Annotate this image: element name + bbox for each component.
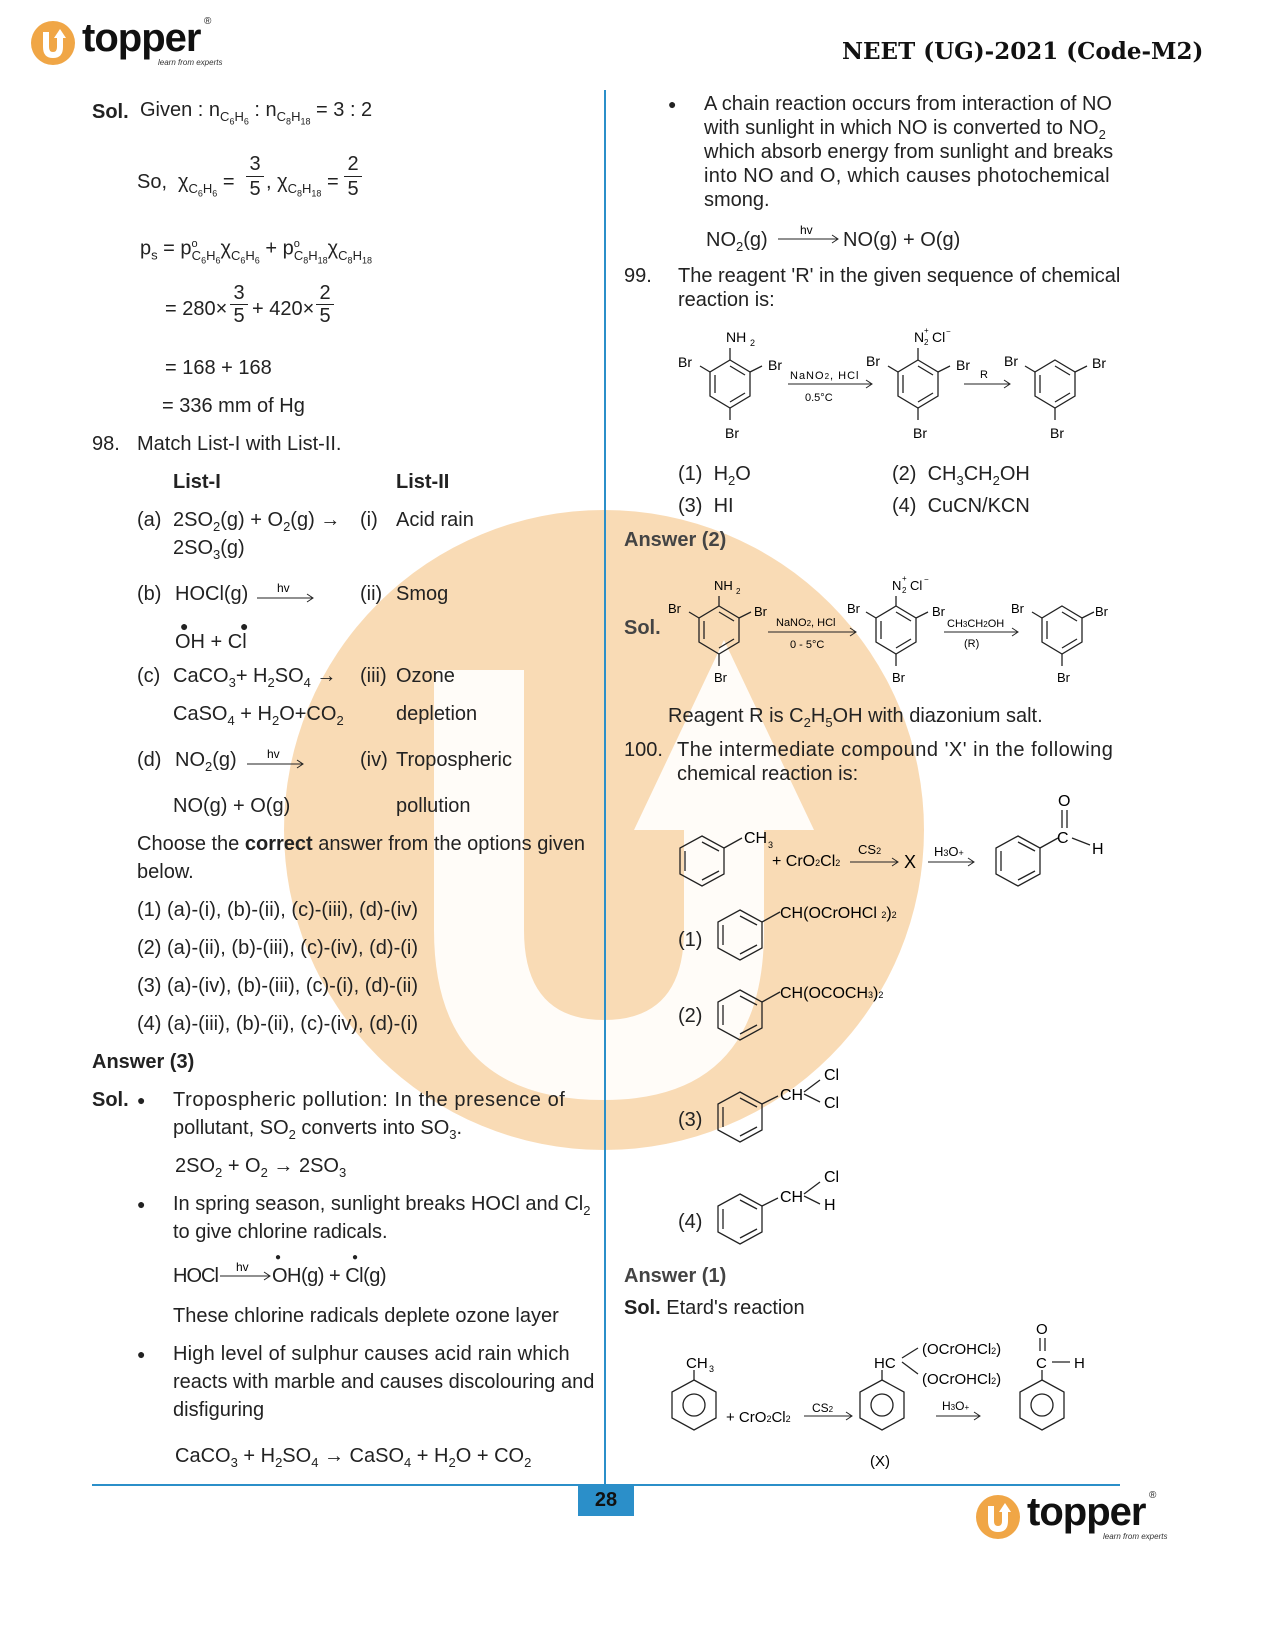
- item-iii-text2: depletion: [396, 703, 478, 725]
- svg-text:Br: Br: [725, 425, 739, 441]
- sol2-label: Sol.: [92, 1089, 129, 1111]
- svg-text:CH(OCrOHCl 2)2: CH(OCrOHCl 2)2: [780, 905, 897, 922]
- svg-text:NH: NH: [714, 578, 733, 593]
- q100-option-3-label: (3): [678, 1109, 703, 1131]
- chi-octane: , $\chi_{C_8H_{18}}$ =: [266, 171, 339, 199]
- q98-text: Match List-I with List-II.: [137, 433, 342, 455]
- radical-dot-2: ●: [240, 618, 249, 634]
- list2-header: List-II: [396, 471, 450, 493]
- page-number-text: 28: [594, 1489, 618, 1511]
- svg-text:Br: Br: [768, 357, 782, 373]
- item-b-reaction: HOCl(g): [175, 583, 249, 605]
- q99-option-1: (1) $H_2O$: [678, 463, 751, 488]
- svg-text:Cl: Cl: [910, 578, 923, 593]
- svg-text:3: 3: [709, 1364, 715, 1374]
- item-a-label: (a): [137, 509, 162, 531]
- q98-option-2: (2) (a)-(ii), (b)-(iii), (c)-(iv), (d)-(i): [137, 937, 419, 959]
- footer-brand: topper: [1027, 1490, 1146, 1534]
- svg-text:2: 2: [902, 586, 907, 595]
- q100-option-1-label: (1): [678, 929, 703, 951]
- svg-text:Br: Br: [956, 357, 970, 373]
- p1-line1: Tropospheric pollution: In the presence of: [173, 1089, 566, 1111]
- q100-reaction-scheme: [670, 790, 1120, 900]
- q100-option-4-structure: [712, 1164, 862, 1250]
- svg-text:2: 2: [736, 587, 741, 596]
- p4-line2: with sunlight in which NO is converted to $NO_2$: [704, 117, 1106, 142]
- bullet-2: ●: [137, 1196, 146, 1212]
- q100-option-2-structure: [712, 976, 912, 1046]
- svg-text:O: O: [1036, 1321, 1048, 1338]
- eq1-mid: + 420×: [252, 298, 315, 320]
- p2-line2: to give chlorine radicals.: [173, 1221, 388, 1243]
- svg-text:Br: Br: [1011, 601, 1024, 616]
- svg-text:Br: Br: [1092, 355, 1106, 371]
- svg-text:+ CrO2Cl2: + CrO2Cl2: [772, 853, 841, 870]
- registered-mark: ®: [204, 16, 212, 27]
- sol99-reaction-scheme: [664, 570, 1124, 690]
- page-number: [578, 1484, 634, 1516]
- choose-line2: below.: [137, 861, 194, 883]
- bullet-4: ●: [668, 96, 677, 112]
- hv-arrow-no2: [776, 222, 842, 248]
- svg-text:CH: CH: [780, 1189, 804, 1206]
- footer-logo: [975, 1490, 1175, 1545]
- svg-text:−: −: [946, 327, 951, 336]
- svg-text:HC: HC: [874, 1355, 896, 1372]
- svg-text:Cl: Cl: [932, 329, 946, 345]
- list1-header: List-I: [173, 471, 221, 493]
- q98-option-1: (1) (a)-(i), (b)-(ii), (c)-(iii), (d)-(iv): [137, 899, 419, 921]
- svg-text:2: 2: [750, 338, 756, 348]
- p4-line5: smong.: [704, 189, 770, 211]
- svg-text:CH3CH2OH: CH3CH2OH: [947, 618, 1005, 630]
- q98-number: 98.: [92, 433, 120, 455]
- item-d-reaction: $NO_2(g)$: [175, 749, 237, 774]
- ring-aniline: [700, 348, 762, 420]
- q99-number: 99.: [624, 265, 652, 287]
- p2-line1: In spring season, sunlight breaks HOCl and $Cl_2$: [173, 1193, 591, 1218]
- q99-line1: The reagent 'R' in the given sequence of chemical: [678, 265, 1121, 287]
- hocl-equation: HOCl: [173, 1265, 218, 1287]
- svg-text:X: X: [904, 852, 917, 872]
- ring-diazonium: [888, 348, 950, 420]
- ps-equation: $p_s = p^o_{C_6H_6}\chi_{C_6H_6} + p^o_{C_8H_{18}}\chi_{C_8H_{18}}$: [140, 237, 372, 266]
- item-c-reaction: CaCO$_3$+ $H_2SO_4$ →: [173, 665, 337, 690]
- svg-text:+: +: [902, 574, 907, 583]
- svg-text:CH: CH: [686, 1355, 708, 1372]
- given-line: Given : $n_{C_6H_6}$ : $n_{C_8H_{18}} = 3$ : 2: [140, 99, 373, 127]
- sol99-label: Sol.: [624, 617, 661, 639]
- hv-arrow-hocl: [218, 1260, 274, 1286]
- svg-text:(X): (X): [870, 1453, 890, 1470]
- bullet-1: ●: [137, 1092, 146, 1108]
- q99-option-3: (3) HI: [678, 495, 734, 517]
- svg-text:hv: hv: [277, 581, 290, 595]
- svg-text:2: 2: [924, 338, 929, 347]
- logo-tagline: learn from experts: [158, 58, 223, 67]
- svg-text:0.5°C: 0.5°C: [805, 392, 833, 404]
- svg-text:hv: hv: [267, 747, 280, 761]
- eq3: = 336 mm of Hg: [162, 395, 305, 417]
- reagent-line: Reagent R is $C_2H_5OH$ with diazonium salt.: [668, 705, 1043, 730]
- svg-text:Br: Br: [866, 353, 880, 369]
- radical-dot-1: ●: [180, 618, 189, 634]
- frac-3-5: 3 5: [246, 152, 264, 201]
- svg-text:N: N: [914, 329, 925, 345]
- svg-text:+: +: [924, 326, 929, 335]
- caco3-equation: CaCO$_3$ + $H_2SO_4$ → CaSO$_4$ + $H_2O + CO_2$: [175, 1445, 532, 1470]
- q98-answer: Answer (3): [92, 1051, 195, 1073]
- svg-text:H: H: [824, 1197, 836, 1214]
- svg-text:Br: Br: [678, 354, 692, 370]
- so2-equation: $2SO_2 + O_2 \to 2SO_3$: [175, 1155, 347, 1180]
- bullet-3: ●: [137, 1346, 146, 1362]
- q100-option-2-label: (2): [678, 1005, 703, 1027]
- chi-benzene: $\chi_{C_6H_6}$ =: [178, 171, 235, 199]
- svg-text:H3O+: H3O+: [942, 1399, 970, 1413]
- hocl-products: OH(g) + Cl(g): [272, 1265, 387, 1287]
- item-i-text: Acid rain: [396, 509, 474, 531]
- p4-line4: into NO and O, which causes photochemical: [704, 165, 1110, 187]
- svg-text:NH: NH: [726, 329, 747, 345]
- so-label: So,: [137, 171, 168, 193]
- item-ii-label: (ii): [360, 583, 383, 605]
- hv-arrow-d: [245, 746, 307, 772]
- etard-reaction-scheme: [660, 1318, 1120, 1478]
- exam-title: NEET (UG)-2021 (Code-M2): [842, 38, 1204, 65]
- logo-u-icon-footer: [975, 1494, 1021, 1540]
- frac-3-5b: 3 5: [230, 282, 248, 327]
- svg-text:H: H: [1074, 1355, 1085, 1372]
- item-iv-text2: pollution: [396, 795, 471, 817]
- svg-text:N: N: [892, 578, 902, 593]
- svg-text:(OCrOHCl2): (OCrOHCl2): [922, 1371, 1002, 1388]
- svg-text:CS2: CS2: [812, 1401, 834, 1415]
- item-iii-label: (iii): [360, 665, 387, 687]
- svg-text:CH: CH: [780, 1087, 804, 1104]
- svg-text:C: C: [1036, 1355, 1047, 1372]
- svg-text:H: H: [1092, 841, 1104, 858]
- svg-text:CH: CH: [744, 830, 768, 847]
- p3-line1: High level of sulphur causes acid rain which: [173, 1343, 570, 1365]
- svg-text:3: 3: [768, 840, 774, 850]
- q99-option-2: (2) $CH_3CH_2OH$: [892, 463, 1030, 488]
- no2-eq-lhs: $NO_2(g)$: [706, 229, 768, 254]
- svg-text:Cl: Cl: [824, 1169, 840, 1186]
- item-a-reaction: $2SO_2(g) + O_2(g)$ →: [173, 509, 341, 534]
- q98-option-4: (4) (a)-(iii), (b)-(ii), (c)-(iv), (d)-(i): [137, 1013, 419, 1035]
- svg-text:Br: Br: [1004, 353, 1018, 369]
- svg-text:Br: Br: [1057, 670, 1070, 685]
- item-i-label: (i): [360, 509, 378, 531]
- q100-answer: Answer (1): [624, 1265, 727, 1287]
- svg-text:+ CrO2Cl2: + CrO2Cl2: [726, 1409, 791, 1426]
- q100-number: 100.: [624, 739, 663, 761]
- svg-text:Br: Br: [1050, 425, 1064, 441]
- p4-line3: which absorb energy from sunlight and breaks: [704, 141, 1114, 163]
- sol100-line: Sol. Etard's reaction: [624, 1297, 805, 1319]
- radical-dot-3: ●: [275, 1252, 282, 1263]
- footer-tagline: learn from experts: [1103, 1532, 1168, 1541]
- svg-text:Br: Br: [714, 670, 727, 685]
- header-logo: [30, 18, 230, 73]
- svg-text:hv: hv: [236, 1260, 249, 1274]
- svg-text:CS2: CS2: [858, 842, 882, 857]
- item-c-label: (c): [137, 665, 161, 687]
- svg-text:NaNO2, HCl: NaNO2, HCl: [776, 617, 836, 629]
- item-c-product: CaSO$_4$ + $H_2O+CO_2$: [173, 703, 344, 728]
- item-d-label: (d): [137, 749, 162, 771]
- q99-reaction-scheme: [670, 320, 1130, 450]
- item-b-label: (b): [137, 583, 162, 605]
- svg-text:Br: Br: [754, 604, 767, 619]
- p1-line2: pollutant, $SO_2$ converts into $SO_3$.: [173, 1117, 463, 1142]
- q100-line2: chemical reaction is:: [677, 763, 859, 785]
- item-a-product: $2SO_3(g)$: [173, 537, 245, 562]
- svg-text:Cl: Cl: [824, 1095, 840, 1112]
- item-ii-text: Smog: [396, 583, 449, 605]
- item-iii-text: Ozone: [396, 665, 455, 687]
- svg-text:CH(OCOCH3)2: CH(OCOCH3)2: [780, 985, 884, 1002]
- svg-text:NaNO2, HCl: NaNO2, HCl: [790, 370, 860, 382]
- logo-brand: topper: [82, 16, 201, 60]
- p3-line2: reacts with marble and causes discolouring and: [173, 1371, 595, 1393]
- svg-text:(R): (R): [964, 638, 980, 650]
- ring-tribromobenzene: [1025, 360, 1087, 420]
- q100-line1: The intermediate compound 'X' in the following: [677, 739, 1114, 761]
- item-iv-label: (iv): [360, 749, 388, 771]
- svg-text:Br: Br: [847, 601, 860, 616]
- svg-text:Cl: Cl: [824, 1067, 840, 1084]
- svg-text:−: −: [924, 575, 929, 584]
- svg-text:H3O+: H3O+: [934, 844, 964, 859]
- frac-2-5: 2 5: [344, 152, 362, 201]
- q100-option-3-structure: [712, 1062, 862, 1148]
- p3-line3: disfiguring: [173, 1399, 265, 1421]
- q99-answer: Answer (2): [624, 529, 727, 551]
- item-iv-text: Tropospheric: [396, 749, 512, 771]
- eq2: = 168 + 168: [165, 357, 272, 379]
- svg-text:Br: Br: [913, 425, 927, 441]
- logo-u-icon: [30, 20, 76, 66]
- q100-option-1-structure: [712, 896, 922, 966]
- svg-text:C: C: [1057, 830, 1069, 847]
- registered-mark-footer: ®: [1149, 1490, 1157, 1501]
- item-b-products: OH + Cl: [175, 631, 247, 653]
- item-d-product: NO(g) + O(g): [173, 795, 291, 817]
- eq1-rhs: = 280×: [165, 298, 228, 320]
- q99-option-4: (4) CuCN/KCN: [892, 495, 1030, 517]
- p4-line1: A chain reaction occurs from interaction of NO: [704, 93, 1112, 115]
- svg-text:hv: hv: [800, 223, 813, 237]
- svg-text:R: R: [980, 369, 988, 381]
- sol-label: Sol.: [92, 101, 129, 123]
- q98-option-3: (3) (a)-(iv), (b)-(iii), (c)-(i), (d)-(ii): [137, 975, 419, 997]
- svg-text:Br: Br: [1095, 604, 1108, 619]
- no2-eq-rhs: NO(g) + O(g): [843, 229, 961, 251]
- q99-line2: reaction is:: [678, 289, 775, 311]
- column-divider: [604, 90, 606, 1485]
- svg-text:Br: Br: [932, 604, 945, 619]
- svg-text:Br: Br: [668, 601, 681, 616]
- radical-dot-4: ●: [352, 1252, 359, 1263]
- frac-2-5b: 2 5: [316, 282, 334, 327]
- svg-text:Br: Br: [892, 670, 905, 685]
- svg-text:O: O: [1058, 793, 1071, 810]
- svg-text:(OCrOHCl2): (OCrOHCl2): [922, 1341, 1002, 1358]
- q100-option-4-label: (4): [678, 1211, 703, 1233]
- choose-line: Choose the correct answer from the options given: [137, 833, 586, 855]
- svg-text:0 - 5°C: 0 - 5°C: [790, 639, 825, 651]
- hv-arrow-b: [255, 580, 317, 606]
- p2-line3: These chlorine radicals deplete ozone layer: [173, 1305, 559, 1327]
